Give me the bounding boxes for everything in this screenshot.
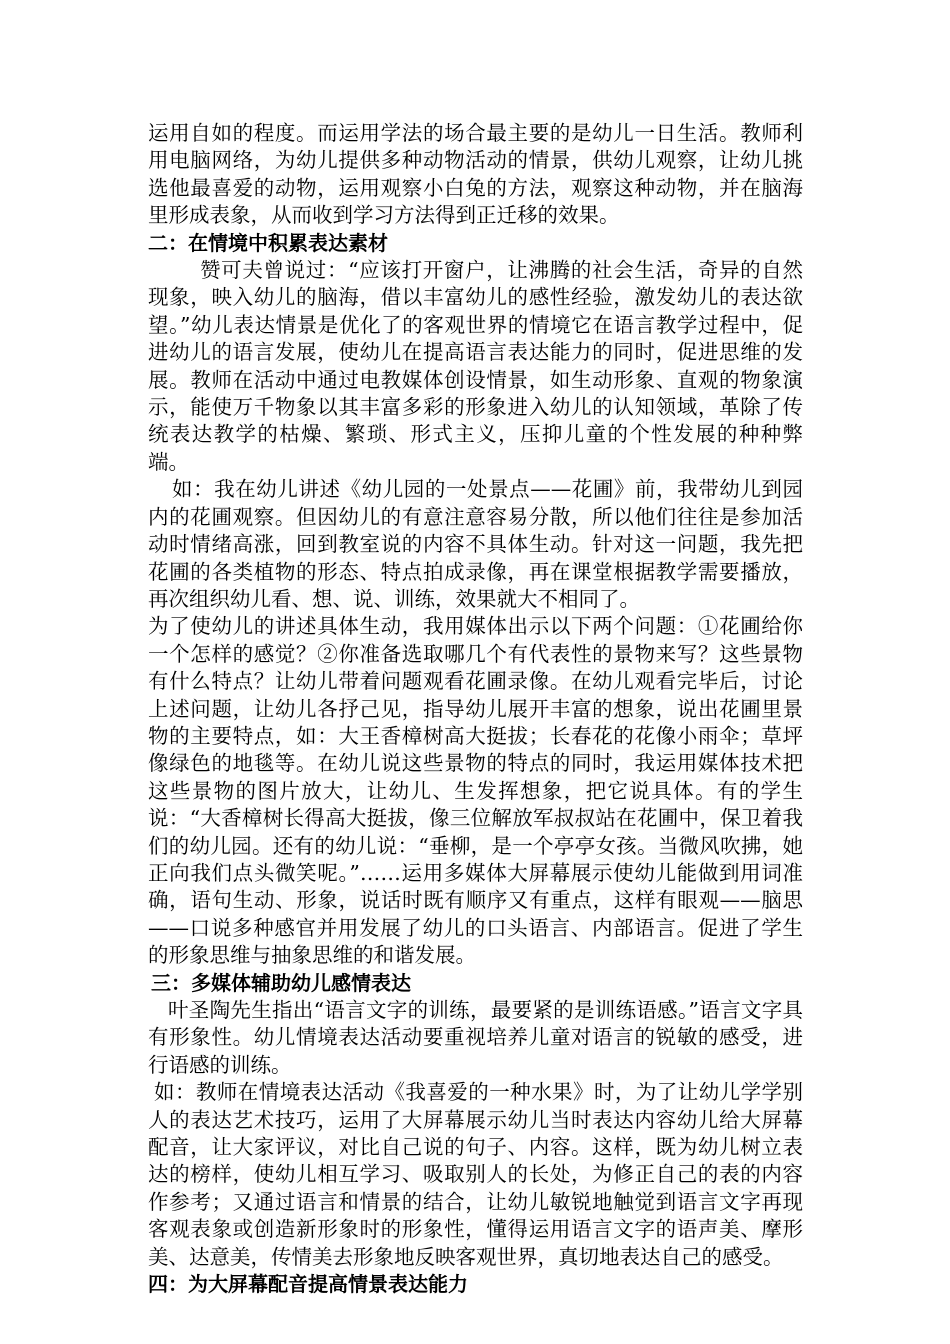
document-page	[148, 120, 803, 1298]
paragraph-learning-transfer: 运用自如的程度。而运用学法的场合最主要的是幼儿一日生活。教师利用电脑网络，为幼儿提供多种动物活动的情景，供幼儿观察，让幼儿挑选他最喜爱的动物，运用观察小白兔的方法，观察这种动物，并在脑海里形成表象，从而收到学习方法得到正迁移的效果。	[148, 121, 803, 228]
paragraph-media-questions: 为了使幼儿的讲述具体生动，我用媒体出示以下两个问题：①花圃给你一个怎样的感觉？②你准备选取哪几个有代表性的景物来写？这些景物有什么特点？让幼儿带着问题观看花圃录像。在幼儿观看完毕后，讨论上述问题，让幼儿各抒己见，指导幼儿展开丰富的想象，说出花圃里景物的主要特点，如：大王香樟树高大挺拔；长春花的花像小雨伞；草坪像绿色的地毯等。在幼儿说这些景物的特点的同时，我运用媒体技术把这些景物的图片放大，让幼儿、生发挥想象，把它说具体。有的学生说：“大香樟树长得高大挺拔，像三位解放军叔叔站在花圃中，保卫着我们的幼儿园。还有的幼儿说：“垂柳，是一个亭亭女孩。当微风吹拂，她正向我们点头微笑呢。”……运用多媒体大屏幕展示使幼儿能做到用词准确，语句生动、形象，说话时既有顺序又有重点，这样有眼观——脑思——口说多种感官并用发展了幼儿的口头语言、内部语言。促进了学生的形象思维与抽象思维的和谐发展。	[148, 614, 803, 968]
paragraph-fruit-activity-example: 如：教师在情境表达活动《我喜爱的一种水果》时，为了让幼儿学学别人的表达艺术技巧，运用了大屏幕展示幼儿当时表达内容幼儿给大屏幕配音，让大家评议，对比自己说的句子、内容。这样，既为幼儿树立表达的榜样，使幼儿相互学习、吸取别人的长处，为修正自己的表的内容作参考；又通过语言和情景的结合，让幼儿敏锐地触觉到语言文字再现客观表象或创造新形象时的形象性，懂得运用语言文字的语声美、摩形美、达意美，传情美去形象地反映客观世界，真切地表达自己的感受。	[148, 1080, 803, 1269]
heading-section-3: 三：多媒体辅助幼儿感情表达	[151, 970, 411, 995]
paragraph-flower-garden-example: 如：我在幼儿讲述《幼儿园的一处景点——花圃》前，我带幼儿到园内的花圃观察。但因幼儿的有意注意容易分散，所以他们往往是参加活动时情绪高涨，回到教室说的内容不具体生动。针对这一问题，我先把花圃的各类植物的形态、特点拍成录像，再在课堂根据教学需要播放，再次组织幼儿看、想、说、训练，效果就大不相同了。	[148, 477, 803, 611]
heading-section-2: 二：在情境中积累表达素材	[148, 230, 388, 255]
paragraph-zankov-quote: 赞可夫曾说过：“应该打开窗户，让沸腾的社会生活，奇异的自然现象，映入幼儿的脑海，借以丰富幼儿的感性经验，激发幼儿的表达欲望。”幼儿表达情景是优化了的客观世界的情境它在语言教学过程中，促进幼儿的语言发展，使幼儿在提高语言表达能力的同时，促进思维的发展。教师在活动中通过电教媒体创设情景，如生动形象、直观的物象演示，能使万千物象以其丰富多彩的形象进入幼儿的认知领域，革除了传统表达教学的枯燥、繁琐、形式主义，压抑儿童的个性发展的种种弊端。	[148, 258, 803, 474]
heading-section-4: 四：为大屏幕配音提高情景表达能力	[148, 1272, 468, 1297]
paragraph-ye-shengtao-quote: 叶圣陶先生指出“语言文字的训练，最要紧的是训练语感。”语言文字具有形象性。幼儿情境表达活动要重视培养儿童对语言的锐敏的感受，进行语感的训练。	[148, 998, 803, 1077]
